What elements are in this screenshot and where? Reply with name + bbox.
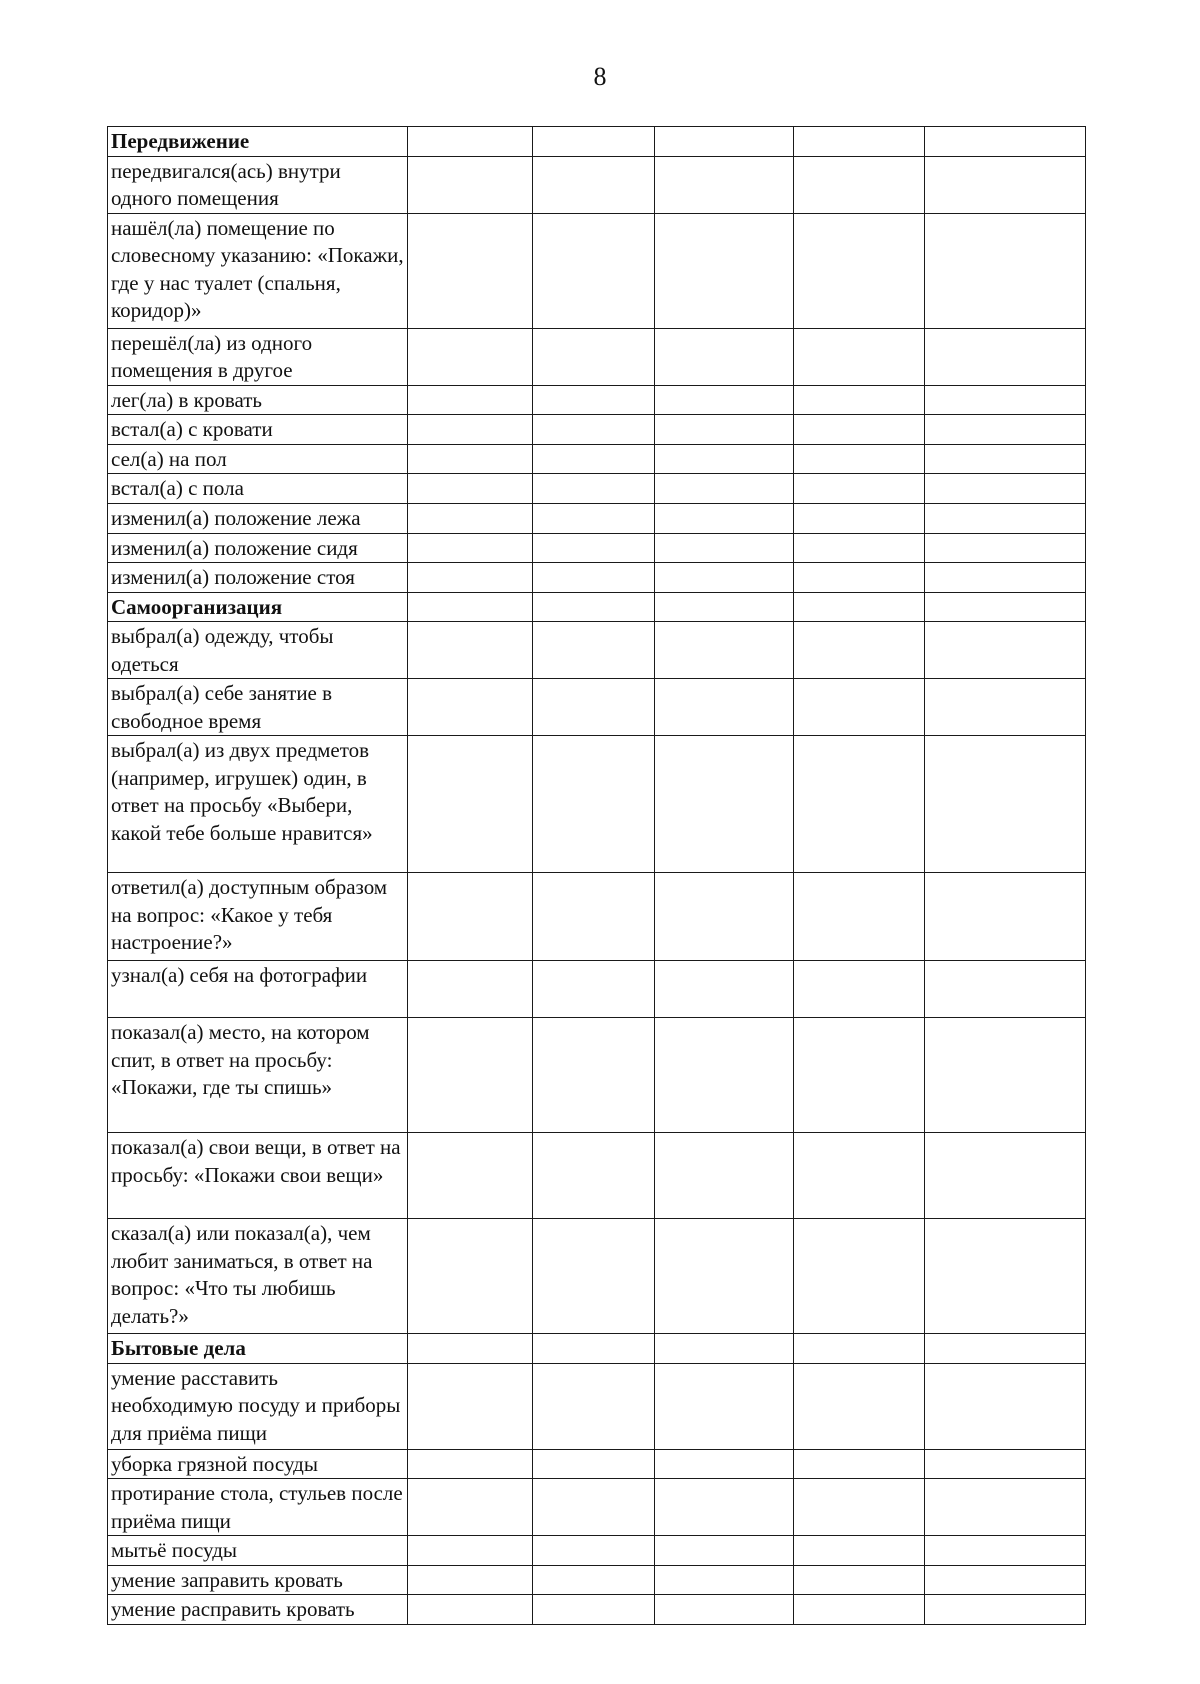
empty-cell bbox=[794, 563, 925, 593]
empty-cell bbox=[408, 503, 533, 533]
empty-cell bbox=[655, 961, 794, 1018]
empty-cell bbox=[655, 156, 794, 213]
empty-cell bbox=[533, 1018, 655, 1133]
skill-label: встал(а) с пола bbox=[108, 474, 408, 504]
empty-cell bbox=[408, 1133, 533, 1219]
empty-cell bbox=[794, 444, 925, 474]
empty-cell bbox=[925, 961, 1086, 1018]
empty-cell bbox=[408, 213, 533, 328]
empty-cell bbox=[408, 1595, 533, 1625]
empty-cell bbox=[655, 213, 794, 328]
table-row bbox=[108, 474, 1086, 504]
table-row bbox=[108, 1595, 1086, 1625]
table-row bbox=[108, 328, 1086, 385]
empty-cell bbox=[655, 533, 794, 563]
empty-cell bbox=[794, 1133, 925, 1219]
empty-cell bbox=[533, 1479, 655, 1536]
empty-cell bbox=[655, 444, 794, 474]
empty-cell bbox=[655, 415, 794, 445]
section-title: Бытовые дела bbox=[108, 1334, 408, 1364]
empty-cell bbox=[655, 474, 794, 504]
empty-cell bbox=[533, 385, 655, 415]
empty-cell bbox=[533, 1334, 655, 1364]
empty-cell bbox=[794, 1565, 925, 1595]
empty-cell bbox=[655, 873, 794, 961]
empty-cell bbox=[655, 328, 794, 385]
empty-cell bbox=[655, 1565, 794, 1595]
empty-cell bbox=[925, 533, 1086, 563]
skill-label: изменил(а) положение сидя bbox=[108, 533, 408, 563]
skills-assessment-table bbox=[107, 126, 1086, 1625]
empty-cell bbox=[794, 415, 925, 445]
table-row bbox=[108, 622, 1086, 679]
empty-cell bbox=[533, 213, 655, 328]
skill-label: умение расправить кровать bbox=[108, 1595, 408, 1625]
empty-cell bbox=[925, 1565, 1086, 1595]
table-row bbox=[108, 444, 1086, 474]
table-row bbox=[108, 1363, 1086, 1449]
empty-cell bbox=[925, 328, 1086, 385]
section-header-row bbox=[108, 1334, 1086, 1364]
table-row bbox=[108, 503, 1086, 533]
skill-label: лег(ла) в кровать bbox=[108, 385, 408, 415]
empty-cell bbox=[533, 1133, 655, 1219]
empty-cell bbox=[794, 736, 925, 873]
empty-cell bbox=[794, 1536, 925, 1566]
skill-label: выбрал(а) из двух предметов (например, игрушек) один, в ответ на просьбу «Выбери, какой тебе больше нравится» bbox=[108, 736, 408, 873]
skill-label: сел(а) на пол bbox=[108, 444, 408, 474]
section-title: Передвижение bbox=[108, 127, 408, 157]
empty-cell bbox=[794, 873, 925, 961]
empty-cell bbox=[925, 679, 1086, 736]
section-title: Самоорганизация bbox=[108, 592, 408, 622]
page-number: 8 bbox=[593, 62, 607, 91]
empty-cell bbox=[408, 873, 533, 961]
empty-cell bbox=[925, 736, 1086, 873]
table-row bbox=[108, 679, 1086, 736]
skill-label: встал(а) с кровати bbox=[108, 415, 408, 445]
empty-cell bbox=[408, 415, 533, 445]
empty-cell bbox=[925, 873, 1086, 961]
skill-label: показал(а) свои вещи, в ответ на просьбу: «Покажи свои вещи» bbox=[108, 1133, 408, 1219]
empty-cell bbox=[408, 533, 533, 563]
empty-cell bbox=[925, 127, 1086, 157]
skill-label: узнал(а) себя на фотографии bbox=[108, 961, 408, 1018]
table-row bbox=[108, 1133, 1086, 1219]
empty-cell bbox=[408, 156, 533, 213]
empty-cell bbox=[408, 474, 533, 504]
empty-cell bbox=[925, 1018, 1086, 1133]
empty-cell bbox=[925, 622, 1086, 679]
empty-cell bbox=[655, 1479, 794, 1536]
empty-cell bbox=[655, 1334, 794, 1364]
table-row bbox=[108, 1449, 1086, 1479]
empty-cell bbox=[794, 622, 925, 679]
empty-cell bbox=[794, 127, 925, 157]
empty-cell bbox=[794, 961, 925, 1018]
empty-cell bbox=[533, 679, 655, 736]
empty-cell bbox=[655, 622, 794, 679]
empty-cell bbox=[794, 1449, 925, 1479]
empty-cell bbox=[655, 563, 794, 593]
empty-cell bbox=[794, 533, 925, 563]
table-row bbox=[108, 563, 1086, 593]
empty-cell bbox=[655, 385, 794, 415]
empty-cell bbox=[794, 679, 925, 736]
skill-label: передвигался(ась) внутри одного помещения bbox=[108, 156, 408, 213]
empty-cell bbox=[794, 474, 925, 504]
skill-label: ответил(а) доступным образом на вопрос: «Какое у тебя настроение?» bbox=[108, 873, 408, 961]
skill-label: мытьё посуды bbox=[108, 1536, 408, 1566]
empty-cell bbox=[794, 1018, 925, 1133]
empty-cell bbox=[533, 1565, 655, 1595]
empty-cell bbox=[794, 328, 925, 385]
empty-cell bbox=[925, 385, 1086, 415]
empty-cell bbox=[533, 563, 655, 593]
empty-cell bbox=[408, 1334, 533, 1364]
empty-cell bbox=[794, 1595, 925, 1625]
empty-cell bbox=[925, 444, 1086, 474]
skill-label: изменил(а) положение лежа bbox=[108, 503, 408, 533]
empty-cell bbox=[925, 1363, 1086, 1449]
empty-cell bbox=[533, 474, 655, 504]
empty-cell bbox=[408, 444, 533, 474]
empty-cell bbox=[925, 156, 1086, 213]
empty-cell bbox=[533, 415, 655, 445]
empty-cell bbox=[655, 1595, 794, 1625]
empty-cell bbox=[408, 1018, 533, 1133]
section-header-row bbox=[108, 127, 1086, 157]
empty-cell bbox=[794, 592, 925, 622]
table-row bbox=[108, 533, 1086, 563]
empty-cell bbox=[408, 1219, 533, 1334]
empty-cell bbox=[794, 156, 925, 213]
empty-cell bbox=[408, 592, 533, 622]
empty-cell bbox=[533, 1363, 655, 1449]
empty-cell bbox=[533, 873, 655, 961]
empty-cell bbox=[533, 127, 655, 157]
table-row bbox=[108, 736, 1086, 873]
empty-cell bbox=[925, 1133, 1086, 1219]
skill-label: перешёл(ла) из одного помещения в другое bbox=[108, 328, 408, 385]
table-row bbox=[108, 873, 1086, 961]
table-row bbox=[108, 1219, 1086, 1334]
empty-cell bbox=[925, 415, 1086, 445]
skill-label: умение расставить необходимую посуду и приборы для приёма пищи bbox=[108, 1363, 408, 1449]
empty-cell bbox=[925, 1536, 1086, 1566]
table-row bbox=[108, 156, 1086, 213]
empty-cell bbox=[925, 213, 1086, 328]
skill-label: изменил(а) положение стоя bbox=[108, 563, 408, 593]
empty-cell bbox=[408, 1536, 533, 1566]
empty-cell bbox=[408, 961, 533, 1018]
empty-cell bbox=[533, 503, 655, 533]
table-row bbox=[108, 1536, 1086, 1566]
skill-label: уборка грязной посуды bbox=[108, 1449, 408, 1479]
skill-label: выбрал(а) одежду, чтобы одеться bbox=[108, 622, 408, 679]
skill-label: нашёл(ла) помещение по словесному указанию: «Покажи, где у нас туалет (спальня, коридор)» bbox=[108, 213, 408, 328]
empty-cell bbox=[794, 1334, 925, 1364]
empty-cell bbox=[925, 563, 1086, 593]
empty-cell bbox=[408, 1449, 533, 1479]
section-header-row bbox=[108, 592, 1086, 622]
empty-cell bbox=[655, 1363, 794, 1449]
empty-cell bbox=[655, 592, 794, 622]
empty-cell bbox=[408, 563, 533, 593]
empty-cell bbox=[408, 736, 533, 873]
empty-cell bbox=[925, 1479, 1086, 1536]
empty-cell bbox=[408, 127, 533, 157]
empty-cell bbox=[794, 1363, 925, 1449]
empty-cell bbox=[655, 1219, 794, 1334]
empty-cell bbox=[655, 1018, 794, 1133]
empty-cell bbox=[533, 533, 655, 563]
skill-label: выбрал(а) себе занятие в свободное время bbox=[108, 679, 408, 736]
table-row bbox=[108, 1479, 1086, 1536]
empty-cell bbox=[655, 1449, 794, 1479]
table-row bbox=[108, 213, 1086, 328]
empty-cell bbox=[408, 1479, 533, 1536]
empty-cell bbox=[408, 328, 533, 385]
empty-cell bbox=[794, 1479, 925, 1536]
empty-cell bbox=[533, 444, 655, 474]
empty-cell bbox=[925, 1449, 1086, 1479]
empty-cell bbox=[408, 622, 533, 679]
table-row bbox=[108, 1018, 1086, 1133]
skill-label: протирание стола, стульев после приёма пищи bbox=[108, 1479, 408, 1536]
empty-cell bbox=[925, 1219, 1086, 1334]
table-row bbox=[108, 1565, 1086, 1595]
empty-cell bbox=[655, 679, 794, 736]
table-row bbox=[108, 415, 1086, 445]
empty-cell bbox=[408, 1565, 533, 1595]
empty-cell bbox=[655, 736, 794, 873]
skill-label: показал(а) место, на котором спит, в ответ на просьбу: «Покажи, где ты спишь» bbox=[108, 1018, 408, 1133]
empty-cell bbox=[408, 679, 533, 736]
empty-cell bbox=[408, 1363, 533, 1449]
empty-cell bbox=[925, 592, 1086, 622]
skill-label: сказал(а) или показал(а), чем любит заниматься, в ответ на вопрос: «Что ты любишь делать?» bbox=[108, 1219, 408, 1334]
empty-cell bbox=[655, 127, 794, 157]
empty-cell bbox=[533, 1536, 655, 1566]
empty-cell bbox=[925, 474, 1086, 504]
empty-cell bbox=[925, 1595, 1086, 1625]
empty-cell bbox=[533, 328, 655, 385]
empty-cell bbox=[408, 385, 533, 415]
empty-cell bbox=[655, 1133, 794, 1219]
empty-cell bbox=[533, 736, 655, 873]
empty-cell bbox=[533, 156, 655, 213]
empty-cell bbox=[655, 503, 794, 533]
empty-cell bbox=[533, 1595, 655, 1625]
empty-cell bbox=[794, 1219, 925, 1334]
empty-cell bbox=[533, 1449, 655, 1479]
empty-cell bbox=[533, 1219, 655, 1334]
empty-cell bbox=[794, 385, 925, 415]
empty-cell bbox=[655, 1536, 794, 1566]
empty-cell bbox=[925, 1334, 1086, 1364]
table-row bbox=[108, 961, 1086, 1018]
empty-cell bbox=[533, 592, 655, 622]
empty-cell bbox=[533, 622, 655, 679]
table-row bbox=[108, 385, 1086, 415]
skill-label: умение заправить кровать bbox=[108, 1565, 408, 1595]
empty-cell bbox=[794, 213, 925, 328]
empty-cell bbox=[533, 961, 655, 1018]
empty-cell bbox=[925, 503, 1086, 533]
empty-cell bbox=[794, 503, 925, 533]
